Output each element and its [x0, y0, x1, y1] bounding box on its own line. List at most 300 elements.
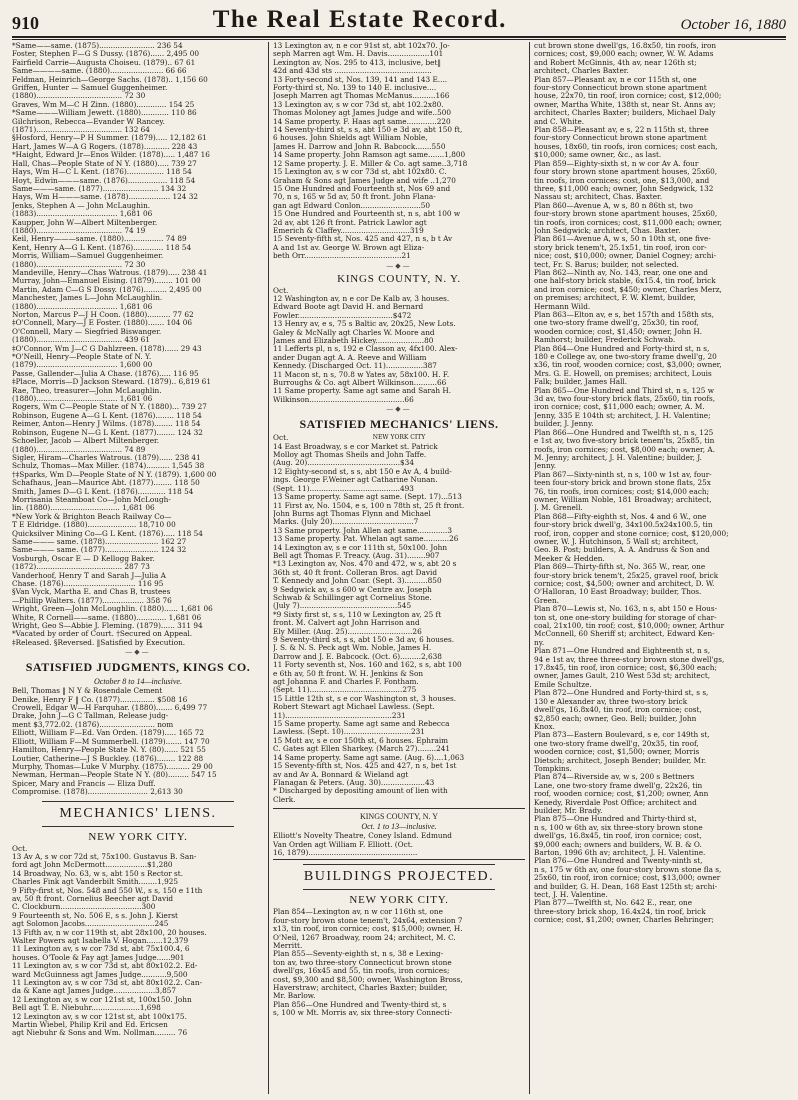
plan-entry: tin roofs, iron cornices; cost, one, $13,000, and — [534, 176, 710, 185]
plan-entry: tect, J. H. Valentine. — [534, 891, 608, 900]
lien-entry: ward McGuinness agt James Judge...........9,500 — [12, 970, 188, 979]
plan-entry: house, 22x70, tin roof, iron cornice; cost, $12,000; — [534, 92, 722, 101]
lien-entry: agt Johanna F. and Charles F. Fontham. — [273, 678, 419, 687]
lien-entry: 9 Sedgwick av, s s 600 w Centre av. Joseph — [273, 585, 432, 594]
judgment-entry: White, R Cornell——same. (1880)............. 1,681 06 — [12, 613, 202, 622]
plan-entry: teen four-story brick and brown stone flats, 25x — [534, 479, 711, 488]
lien-entry: Charles Fink agt Vanderbilt Smith........1,925 — [12, 878, 178, 887]
plan-entry: Plan 866—One Hundred and Twelfth st, n s, 125 — [534, 428, 714, 437]
plan-entry: tin roofs, iron cornices; cost, $11,000 each; owner, — [534, 218, 722, 227]
kings-box-heading: KINGS COUNTY, N. Y — [359, 812, 438, 822]
column-1 — [12, 42, 264, 1094]
plan-entry: John Sedgwick; architect, Chas. Baxter. — [534, 226, 681, 235]
plan-entry: Plan 859—Eighty-sixth st, n w cor Av A. four — [534, 159, 699, 168]
lien-entry: av, 50 ft front. Cornelius Beecher agt David — [12, 894, 174, 903]
plan-entry: owner, Martha White, 138th st, near St. Anns av; — [534, 100, 716, 109]
lien-entry: agt Solomon Jacobs..............................245 — [12, 920, 169, 929]
judgment-entry: Same——— same. (1877)....................... 124 32 — [12, 546, 187, 555]
plan-entry: 130 e Alexander av, three two-story brick — [534, 697, 688, 706]
lien-entry: Forty-third st, No. 139 to 140 E. inclusive.... — [273, 84, 437, 93]
judgment-entry: Mandeville, Henry—Chas Watrous. (1879)..... 238 41 — [12, 268, 208, 277]
judgment-entry: Robinson, Eugene A—G L Kent. (1876)........ 118 54 — [12, 411, 202, 420]
plan-entry: 3d av, two four-story brick flats, 25x60, tin roofs, — [534, 395, 716, 404]
judgment-entry: Jenks, Stephen A — John McLaughin. — [12, 201, 151, 210]
judgment-entry: Kent, Henry A—G L Kent. (1876)............. 118 54 — [12, 243, 192, 252]
page-number: 910 — [12, 13, 39, 33]
plan-entry: Hermann Wild. — [534, 302, 591, 311]
plan-entry: e 1st av, two five-story brick tenem'ts, 25x85, tin — [534, 437, 715, 446]
lien-entry: 13 Same property. Same agt same. (Sept. 17)...513 — [273, 493, 462, 502]
kings-county-box — [273, 808, 525, 860]
judgment-entry: Hamilton, Henry—People State N. Y. (80)...... 521 55 — [12, 746, 206, 755]
lien-entry: Kennedy. (Discharged Oct. 11)................387 — [273, 362, 437, 371]
lien-entry: 15 One Hundred and Fourteenth st, Nos 69 and — [273, 184, 451, 193]
lien-entry: 11 Forty seventh st, Nos. 160 and 162, s s, abt 100 — [273, 661, 462, 670]
lien-entry: 15 Lexington av, s w cor 73d st, abt 102x80. C. — [273, 168, 447, 177]
lien-entry: 16, 1879)............................................... — [273, 848, 418, 857]
plan-entry: owner, W. J. Hutchinson, 5 Wall st; architect, — [534, 537, 699, 546]
judgment-entry: Hays, Wm H—C L Kent. (1876)................ 118 54 — [12, 168, 192, 177]
satisfied-judgments-heading: SATISFIED JUDGMENTS, KINGS CO. — [25, 660, 251, 675]
lien-entry: 14 Same property. Same agt same. (Aug. 6)....1,063 — [273, 753, 465, 762]
lien-entry: 13 Same property. Pat. Whelan agt same...........26 — [273, 535, 459, 544]
lien-entry: av and Av A. Bonnard & Wieland agt — [273, 770, 409, 779]
judgment-entry: *O'Neill, Henry—People State of N. Y. — [12, 353, 152, 362]
lien-entry: 42d and 43d sts .......................................... — [273, 67, 432, 76]
plan-entry: $2,850 each; owner, Geo. Bell; builder, John — [534, 714, 697, 723]
lien-entry: Bell agt T. E. Niebuhr.....................1,698 — [12, 1004, 161, 1013]
plan-entry: cut brown stone dwell'gs, 16.8x50, tin roofs, iron — [534, 42, 717, 50]
plan-entry: Plan 860—Avenue A, w s, 80 n 86th st, two — [534, 201, 693, 210]
satisfied-mechanics-liens-list — [273, 443, 525, 788]
judgment-entry: Hart, James W—A G Rogers. (1878)........... 228 43 — [12, 142, 198, 151]
judgment-entry: Reimer, Anton—Henry J Wilms. (1878)........ 118 54 — [12, 420, 201, 429]
plan-entry: 25x60, tin roof, iron cornice; cost, $13,000; owner — [534, 874, 721, 883]
plan-entry: 180 e College av, one two-story frame dwell'g, 20 — [534, 353, 717, 362]
lien-entry: (Aug. 20)........................................$34 — [273, 459, 414, 468]
lien-entry: Galey & McNally agt Charles W. Moore and — [273, 328, 435, 337]
lien-entry: beth Orr..........................................21 — [273, 252, 411, 261]
plan-entry: builder, Mr. Brady. — [534, 806, 603, 815]
lien-entry: A and 1st av. George W. Brown agt Eliza- — [273, 243, 425, 252]
judgment-entry: (1880)................................... 1,681 06 — [12, 395, 153, 404]
plan-entry: 76, tin roofs, iron cornices; cost; $14,000 each; — [534, 487, 710, 496]
judgment-entry: Drake, John J—G C Tallman, Release judg- — [12, 712, 169, 721]
plan-entry: nice; cost, $10,000; owner, Daniel Cogney; archi- — [534, 252, 717, 261]
plan-entry: architect, Charles Baxter; builders, Michael Daly — [534, 109, 716, 118]
lien-entry: 12 Eighty-second st, s s, abt 150 e Av A, 4 build- — [273, 467, 452, 476]
judgment-entry: Vosburgh, Oscar E — D Kellogg Baker. — [12, 554, 155, 563]
plan-entry: story brick tenem't, 25.1x51, tin roof, iron cor- — [534, 243, 707, 252]
lien-entry: 12 Lexington av, s w cor 121st st, 100x150. John — [12, 995, 192, 1004]
plan-entry: four-story brown stone tenem't, 24x64, extension 7 — [273, 916, 463, 925]
judgment-entry: Graves, Wm M—C H Zinn. (1880)............. 154 25 — [12, 100, 195, 109]
lien-entry: 9 Fifty-first st, Nos. 548 and 550 W., s s, 150 e 11th — [12, 886, 203, 895]
lien-entry: Elliott's Novelty Theatre, Coney Island. Edmund — [273, 832, 452, 841]
plan-entry: n s, 175 w 6th av, one four-story brown stone fla s, — [534, 865, 722, 874]
plan-entry: Nassau st; architect, Chas. Baxter. — [534, 193, 663, 202]
judgment-entry: ‡Place, Morris—D Jackson Steward. (1879).. 6,819 61 — [12, 378, 211, 387]
plan-entry: O'Neil, 1267 Broadway, room 24; architect, M. C. — [273, 933, 456, 942]
plan-entry: dwell'gs, 16.8x40, tin roof, iron cornice; cost, — [534, 706, 702, 715]
plan-entry: tect, Fr. S. Barus; builder, not selected. — [534, 260, 679, 269]
judgment-entry: Hoyt, Edwin———same. (1876)................. 118 54 — [12, 176, 196, 185]
judgment-entry: Morrisania Steamboat Co—John McLough- — [12, 495, 171, 504]
plan-entry: Plan 865—One Hundred and Third st, n s, 125 w — [534, 386, 715, 395]
judgment-entry: §Hosford, Henry—P H Summer. (1879)..... 12,182 61 — [12, 134, 207, 143]
lien-entry: Thomas Moloney agt James Judge and wife..500 — [273, 109, 452, 118]
judgment-entry: Chase. (1876)............................... 116 95 — [12, 580, 164, 588]
lien-entry: 15 Seventy-fifth st, Nos. 425 and 427, n s, bet 1st — [273, 762, 457, 771]
lien-entry: 12 Washington av, n e cor De Kalb av, 3 houses. — [273, 294, 450, 303]
masthead-rule-thin — [12, 39, 786, 40]
satisfied-liens-city: NEW YORK CITY — [372, 434, 426, 442]
plan-entry: roof, wooden cornice; cost, $1,200; owner, Ann — [534, 790, 709, 799]
lien-entry: 70, n s, 165 w 5d av, 50 ft front. John Flana- — [273, 193, 436, 202]
plan-entry: Merritt. — [273, 941, 303, 950]
plan-entry: Lane, one two-story frame dwell'g, 22x26, tin — [534, 781, 703, 790]
lien-entry: James and Elizabeth Hickey.....................80 — [273, 337, 434, 345]
kings-box-dates: Oct. 1 to 13—inclusive. — [361, 822, 437, 832]
judgment-entry: Fairfield Carrie—Augusta Choiseu. (1879).. 67 61 — [12, 58, 196, 67]
plan-entry: 17.8x45, tin roof, iron cornice; cost, $6,300 each; — [534, 664, 717, 673]
lien-entry: seph Marren agt Wm. H. Davis..................101 — [273, 50, 444, 59]
plan-entry: ny. — [534, 638, 545, 647]
plan-entry: and iron cornice; cost, $450; owner, Charles Merz, — [534, 285, 722, 294]
judgment-entry: Quicksilver Mining Co—G L Kent. (1876)..... 118 54 — [12, 529, 203, 538]
judgment-entry: (1880)..................................... 72 30 — [12, 260, 146, 269]
lien-entry: Ely Miller. (Aug. 25)............................26 — [273, 627, 422, 636]
judgment-entry: (1871)..................................... 132 64 — [12, 126, 150, 135]
plan-entry: $9,000 each; owners and builders, W. B. & O. — [534, 840, 702, 849]
plan-entry: Plan 862—Ninth av, No. 143, rear, one one and — [534, 268, 708, 277]
lien-entry: Walter Powers agt Isabella V. Hogan.......12,379 — [12, 937, 189, 945]
lien-entry: 15 Mott av, s e cor 150th st, 6 houses. Ephraim — [273, 736, 449, 745]
judgments-continued-list — [12, 42, 264, 630]
satisfied-judgments-dates: October 8 to 14—inclusive. — [94, 677, 182, 687]
judgment-entry: Denike, Henry F ‖ Co. (1877)............... $508 16 — [12, 695, 188, 704]
lien-entry: 12 Lexington av, s w cor 121st st, abt 100x175. — [12, 1012, 187, 1021]
plan-entry: Plan 863—Elton av, e s, bet 157th and 158th sts, — [534, 311, 714, 319]
plan-entry: Jenny. — [534, 462, 557, 471]
plan-entry: dwell'gs, 16x45 and 55, tin roofs, iron cornices; — [273, 967, 450, 976]
lien-entry: 11 First av, No. 1504, e s, 100 n 78th st, 25 ft front. — [273, 501, 465, 510]
lien-entry: Molloy agt Thomas Sheils and John Taffe. — [273, 451, 427, 460]
column-rule — [529, 42, 530, 1094]
lien-entry: 11 Lexington av, s w cor 73d st, abt 75x100.4, 6 — [12, 945, 190, 954]
judgment-entry: Crowell, Edgar W—H Farquhar. (1880)....... 6,499 77 — [12, 704, 208, 713]
judgment-entry: Elliott, William F—Ed. Van Orden. (1879)..... 165 72 — [12, 729, 204, 738]
plan-entry: Geo. B. Post; builders, A. A. Andruss & Son and — [534, 546, 710, 555]
lien-entry: 13 Fifth av, n w cor 119th st, abt 28x100, 20 houses. — [12, 928, 207, 937]
plan-entry: owner, William Noble, 181 Broadway; architect, — [534, 495, 712, 504]
judgment-entry: Manchester, James L—John McLaughlin. — [12, 294, 163, 303]
lien-entry: 15 Same property. Same agt same and Rebecca — [273, 720, 450, 729]
plan-entry: Plan 861—Avenue A, w s, 50 n 10th st, one five- — [534, 235, 711, 244]
judgment-entry: (1879)................................... 1,600 00 — [12, 361, 153, 370]
lien-entry: Marks. (July 20)...................................7 — [273, 518, 419, 527]
plan-entry: ton av, two three-story Connecticut brown stone — [273, 958, 452, 967]
plan-entry: roof, iron, copper and stone cornice; cost, $120,000; — [534, 529, 729, 538]
judgment-entry: Same———same. (1877)........................ 134 32 — [12, 184, 187, 193]
plan-entry: Haverstraw; architect, Charles Baxter; builder, — [273, 984, 448, 992]
lien-entry: (Sept. 11)........................................275 — [273, 686, 417, 695]
judgment-entry: ment $3,772.02. (1876)........................ nom — [12, 720, 174, 729]
judgment-entry: †‡Sparks, Wm D—People State of N Y. (1879). 1,600 00 — [12, 470, 217, 479]
kings-county-heading: KINGS COUNTY, N. Y. — [337, 272, 461, 285]
plan-entry: cornice; cost, $4,500; owner and architect, D. W. — [534, 580, 715, 588]
judgment-entry: Vanderhoof, Henry T and Sarah J—Julia A — [12, 571, 166, 580]
judgment-entry: §Van Vyck, Martha E. and Chas B, trustees — [12, 588, 171, 597]
plan-entry: four-story brick tenem't, 25x25, gravel roof, brick — [534, 571, 719, 580]
plan-entry: Emile Schultze. — [534, 680, 592, 689]
lien-entry: Flanagan & Peters. (Aug. 30)...................43 — [273, 778, 435, 787]
lien-entry: 9 Fourteenth st, No. 506 E, s s. John J. Kierst — [12, 911, 178, 920]
lien-entry: gan agt Edward Conlon..........................50 — [273, 201, 431, 210]
plan-entry: one two-story frame dwell'g, 25x30, tin roof, — [534, 319, 699, 328]
judgment-entry: (1872)..................................... 287 73 — [12, 563, 150, 572]
page-columns — [12, 42, 786, 1094]
lien-entry: Lexington av, Nos. 295 to 413, inclusive, bet‖ — [273, 58, 442, 67]
lien-entry: 14 Seventy-third st, s s, abt 150 e 3d av, abt 150 ft, — [273, 126, 463, 135]
plan-entry: Plan 873—Eastern Boulevard, s e, cor 149th st, — [534, 731, 710, 740]
judgment-entry: Same——— same. (1878)....................... 162 27 — [12, 537, 187, 546]
mechanics-liens-continued-list — [273, 42, 525, 261]
footnote-line: ‡Released. §Reversed. ‖Satisfied by Execution. — [12, 638, 186, 647]
judgment-entry: T E Eldridge. (1880)..................... 18,710 00 — [12, 521, 176, 530]
plan-entry: J. M. Grenell. — [534, 504, 583, 513]
plan-entry: coal, 21x100, tin roof; cost, $10,000; owner, Arthur — [534, 622, 725, 631]
plan-entry: and Robert McGinnis, 4th av, near 126th st; — [534, 58, 697, 67]
lien-entry: 14 East Broadway, s e cor Market st. Patrick — [273, 442, 438, 451]
column-2 — [273, 42, 525, 1094]
plan-entry: four-story brown stone apartment houses, 25x60, — [534, 210, 718, 219]
judgment-entry: Martin, Adam C—G S Dossy. (1876).......... 2,495 00 — [12, 285, 202, 294]
lien-entry: 15 One Hundred and Fourteenth st, n s, abt 100 w — [273, 210, 461, 219]
plan-entry: dwell'gs, 16.8x45, tin roof, iron cornice; cost, — [534, 832, 702, 841]
plan-entry: Green. — [534, 596, 559, 605]
judgment-entry: Wright, Geo S—Abbie J. Fleming. (1879)...... 311 94 — [12, 622, 203, 631]
plan-entry: x36, tin roof, wooden cornice; cost, $3,000; owner, — [534, 361, 722, 370]
judgment-entry: Schoeller, Jacob — Albert Miltenberger. — [12, 437, 160, 446]
lien-entry: Schwab & Schillinger agt Cornelius Stone. — [273, 593, 432, 602]
lien-entry: Robert Stewart agt Michael Lawless. (Sept. — [273, 703, 435, 712]
plan-entry: Plan 855—Seventy-eighth st, n s, 38 e Lexing- — [273, 950, 444, 959]
lien-entry: 13 Av A, s w cor 72d st, 75x100. Gustavus B. San- — [12, 852, 197, 861]
judgment-entry: —Phillip Walters. (1877).................. 358 76 — [12, 596, 172, 605]
plan-entry: McConnell, 60 Sheriff st; architect, Edward Ken- — [534, 630, 715, 639]
judgment-entry: Rae, Theo, treasurer—John McLaughlin. — [12, 386, 162, 395]
lien-entry: James H. Darrow and John R. Babcock.......550 — [273, 142, 446, 151]
section-divider — [303, 889, 495, 890]
note-line: Clerk. — [273, 795, 296, 804]
plan-entry: $10,000; same owner, &c., as last. — [534, 151, 662, 160]
plan-entry: builder, J. Jenny. — [534, 420, 594, 429]
judgment-entry: Wright, Green—John McLoughlin. (1880)...... 1,681 06 — [12, 605, 213, 614]
lien-entry: 13 Lexington av, n e cor 91st st, abt 102x70. Jo- — [273, 42, 450, 50]
column-3 — [534, 42, 786, 1094]
month-label: Oct. — [273, 434, 289, 443]
judgment-entry: (1883)................................... 1,681 06 — [12, 210, 153, 219]
lien-entry: Emerich & Claffey..............................319 — [273, 226, 424, 235]
publication-title: The Real Estate Record. — [212, 6, 507, 33]
judgment-entry: Foster, Stephen F—G S Dussy. (1876)...... 2,495 00 — [12, 50, 199, 59]
lien-entry: 36th st, 40 ft front. Colleran Bros. agt David — [273, 568, 438, 577]
plan-entry: Mrs. G. E. Howell, on premises; architect, Louis — [534, 369, 712, 378]
judgment-entry: Compromise. (1878).......................... 2,613 30 — [12, 788, 183, 797]
plan-entry: and builder, G. H. Dean, 168 East 125th st; archi- — [534, 882, 718, 891]
satisfied-mechanics-liens-heading: SATISFIED MECHANICS' LIENS. — [299, 417, 499, 432]
judgment-entry: Spicer, Mary and Francis — Eliza Duff. — [12, 779, 156, 788]
lien-entry: 14 Lexington av, s e cor 111th st, 50x100. John — [273, 543, 448, 552]
plan-entry: architect, Charles Baxter. — [534, 67, 629, 76]
judgment-entry: ‡O'Connor, Wm J—C G Dahlzreen. (1878)...... 29 43 — [12, 344, 202, 353]
lien-entry: Joseph Marren agt Thomas McManus..........166 — [273, 92, 450, 101]
judgment-entry: O'Connell, Mary — Siegfried Biswanger. — [12, 327, 162, 336]
judgment-entry: Passe, Gallender—Julia A Chase. (1876)..... 116 95 — [12, 369, 199, 378]
lien-entry: Graham & Sons agt James Judge and wife ..1,270 — [273, 176, 456, 185]
lien-entry: C. Gates agt Ellen Sharkey. (March 27)........241 — [273, 745, 451, 754]
judgment-entry: Sigler, Hiram—Charles Watrous. (1879)...... 238 41 — [12, 453, 201, 462]
plan-entry: Plan 868—Fifty-eighth st, Nos. 4 and 6 W., one — [534, 512, 707, 521]
judgment-entry: Morris, William—Samuel Guggenheimer. — [12, 252, 164, 261]
judgment-entry: Murray, John—Emanuel Eising. (1879)........ 101 00 — [12, 277, 201, 286]
mechanics-liens-subheading: NEW YORK CITY. — [88, 830, 188, 843]
lien-entry: (Sept. 11).......................................493 — [273, 484, 414, 493]
lien-entry: houses. O'Toole & Fay agt James Judge......901 — [12, 953, 185, 962]
judgment-entry: ‡O'Connell, Mary—J E Foster. (1880)....... 104 06 — [12, 319, 192, 328]
judgment-entry: Same————same. (1880)....................... 66 66 — [12, 67, 187, 76]
plan-entry: four story brown stone apartment houses, 25x60, — [534, 168, 718, 177]
judgment-entry: Griffen, Hunter — Samuel Guggenheimer. — [12, 84, 168, 93]
lien-entry: 11)..............................................231 — [273, 711, 406, 720]
lien-entry: Darrow and J. E. Babcock. (Oct. 6).........2,638 — [273, 652, 442, 661]
lien-entry: da & Kane agt James Judge..................3,857 — [12, 987, 177, 996]
judgment-entry: (1880)..................................... 439 61 — [12, 336, 150, 345]
lien-entry: 13 Same property. John Allen agt same.............3 — [273, 526, 452, 535]
lien-entry: 6 houses. John Shields agt William Noble, — [273, 134, 428, 143]
lien-entry: 11 Same property. Same agt same and Sarah H. — [273, 387, 452, 396]
plan-entry: Plan 854—Lexington av, n w cor 116th st, one — [273, 908, 443, 917]
lien-entry: Lawless. (Sept. 10).............................231 — [273, 728, 425, 737]
plan-entry: and C. White. — [534, 117, 585, 126]
plan-entry: four-story Connecticut brown stone apartment — [534, 84, 707, 93]
lien-entry: *9 Sixty first st, s s, 110 w Lexington av, 25 ft — [273, 610, 442, 619]
plan-entry: n s, 100 w 6th av, six three-story brown stone — [534, 823, 703, 832]
note-line: * Discharged by depositing amount of lien with — [273, 787, 448, 796]
lien-entry: agt Niebuhr & Sons and Wm. Nollman......... 76 — [12, 1029, 188, 1038]
plan-entry: Plan 858—Pleasant av, e s, 22 n 115th st, three — [534, 126, 709, 135]
month-label: Oct. — [12, 844, 28, 853]
judgment-entry: Elliott, William F—M Summerbell. (1879)....... 147 70 — [12, 737, 210, 746]
buildings-projected-subheading: NEW YORK CITY. — [349, 894, 449, 907]
judgment-entry: Keil, Henry———same. (1880)................. 74 89 — [12, 235, 187, 244]
judgment-entry: (1880)..................................... 74 89 — [12, 445, 146, 454]
lien-entry: Martin Wiebel, Philip Kril and Ed. Ericsen — [12, 1021, 168, 1030]
judgment-entry: Rogers, Wm C—People State of N Y. (1880)... 739 27 — [12, 403, 207, 412]
plan-entry: 94 e 1st av, three three-story brown stone dwell'gs, — [534, 655, 725, 664]
lien-entry: 12 Same property. J. E. Miller & Co. agt same..3,718 — [273, 159, 468, 168]
plan-entry: x13, tin roof, iron cornice; cost, $15,000; owner, H. — [273, 925, 463, 934]
column-rule — [268, 42, 269, 1094]
judgment-entry: Bell, Thomas ‖ N Y & Rosendale Cement — [12, 687, 163, 696]
lien-entry: Fowler.........................................$472 — [273, 311, 412, 320]
lien-entry: ford agt John McDermott..................$1,280 — [12, 861, 173, 870]
lien-entry: Burroughs & Co. agt Albert Wilkinson..........66 — [273, 379, 447, 388]
lien-entry: front. M. Calvert agt John Harrison and — [273, 619, 420, 628]
lien-entry: e 6th av, 50 ft front. W. H. Jenkins & Son — [273, 669, 424, 678]
plan-entry: four-story brick dwell'g, 34x100.5x24x100.5, tin — [534, 521, 713, 530]
judgments-footnote — [12, 630, 264, 647]
lien-entry: Bell agt Thomas F. Treacy. (Aug. 31)........907 — [273, 551, 440, 560]
section-ornament: —◆— — [125, 648, 151, 657]
lien-entry: ings. George F.Weiner agt Catharine Nunan. — [273, 476, 438, 485]
judgment-entry: Hall, Chas—People State of N Y. (1880)..... 739 27 — [12, 159, 197, 168]
plan-entry: four-story Connecticut brown stone apartment — [534, 134, 707, 143]
judgment-entry: Murphy, Thomas—Luke V Murphy. (1875).......... 29 00 — [12, 762, 213, 771]
plan-entry: Plan 864—One Hundred and Forty-third st, n s, — [534, 344, 710, 353]
plan-entry: owner, James Gault, 210 West 53d st; architect, — [534, 672, 711, 681]
lien-entry: 11 Macon st, n s, 70.8 w Yates av, 58x100. H. F. — [273, 370, 450, 379]
plan-entry: Jenny, 335 E 104th st; architect, J. H. Valentine; — [534, 411, 711, 420]
plan-entry: cost, $9,300 and $8,500; owner, Washington Bross, — [273, 975, 463, 984]
plan-entry: Plan 876—One Hundred and Twenty-ninth st, — [534, 857, 703, 866]
judgment-entry: Hays, Wm H———same. (1878).................. 124 32 — [12, 193, 199, 202]
plan-entry: Falk; builder, James Hall. — [534, 378, 628, 387]
judgment-entry: Gilchrison, Rebecca—Evander W Rancey. — [12, 117, 165, 126]
mechanics-liens-heading: MECHANICS' LIENS. — [59, 805, 217, 821]
lien-entry: 11 Lexington av, s w cor 73d st, abt 80x102.2. Can- — [12, 979, 202, 988]
plan-entry: one half-story brick stable, 6x15.4, tin roof, brick — [534, 277, 716, 286]
plan-entry: Plan 870—Lewis st, No. 163, n s, abt 150 e Hous- — [534, 605, 718, 614]
lien-entry: John Burns agt Thomas Flynn and Michael — [273, 509, 431, 518]
plan-entry: Dietsch; architect, Joseph Bender; builder, Mr. — [534, 756, 707, 765]
plan-entry: Plan 875—One Hundred and Thirty-third st, — [534, 815, 697, 824]
month-label: Oct. — [273, 286, 289, 295]
issue-date: October 16, 1880 — [680, 17, 786, 33]
judgment-entry: lin. (1880).............................. 1,681 06 — [12, 504, 155, 513]
plan-entry: Tompkins. — [534, 764, 572, 773]
judgment-entry: *Haight, Edward Jr—Enos Wilder. (1878)..... 1,487 16 — [12, 151, 210, 160]
plan-entry: one two-story frame dwell'g, 20x35, tin roof, — [534, 739, 699, 748]
lien-entry: *13 Lexington av, Nos. 470 and 472, w s, abt 20 s — [273, 560, 457, 569]
lien-entry: 13 Henry av, e s, 75 s Baltic av, 20x25, New Lots. — [273, 320, 456, 329]
judgment-entry: *Same——same. (1875)........................ 236 54 — [12, 42, 183, 50]
judgment-entry: Norton, Marcus P—J H Coon. (1880).......... 77 62 — [12, 311, 194, 319]
lien-entry: C. Clockburn...................................300 — [12, 903, 156, 912]
plan-entry: Plan 874—Riverside av, w s, 200 s Bettners — [534, 773, 695, 782]
satisfied-liens-subhead-row — [273, 434, 525, 442]
section-ornament: —◆— — [386, 405, 412, 414]
lien-entry: T. Kennedy and John Coar. (Sept. 3)..........850 — [273, 577, 442, 586]
plan-entry: Meeker & Hedden. — [534, 554, 605, 563]
masthead — [12, 4, 786, 34]
plan-entry: houses, 18x60, tin roofs, iron cornices; cost each, — [534, 142, 718, 151]
plan-entry: cornices; cost, $9,000 each; owner, W. W. Adams — [534, 50, 714, 59]
footnote-line: *Vacated by order of Court. †Secured on Appeal. — [12, 630, 193, 639]
plan-entry: s, 100 w Mt. Morris av, six three-story Connecti- — [273, 1009, 452, 1018]
plan-entry: Plan 867—Sixty-ninth st, n s, 100 w 1st av, four- — [534, 470, 712, 479]
plan-entry: Ramhorst; builder, Frederick Schwab. — [534, 336, 676, 345]
section-divider — [42, 826, 234, 827]
lien-entry: 13 Forty-second st, Nos. 139, 141 and 143 E.... — [273, 75, 448, 84]
satisfied-judgments-list — [12, 687, 264, 796]
plan-entry: Kenedy, Riverdale Post Office; architect and — [534, 798, 697, 807]
plan-entry: Plan 869—Thirty-fifth st, No. 365 W., rear, one — [534, 563, 706, 572]
judgment-entry: *New York & Brighton Beach Railway Co— — [12, 512, 172, 521]
lien-entry: 13 Lexington av, s w cor 73d st, abt 102.2x80. — [273, 100, 444, 109]
plan-entry: Knox. — [534, 722, 555, 731]
